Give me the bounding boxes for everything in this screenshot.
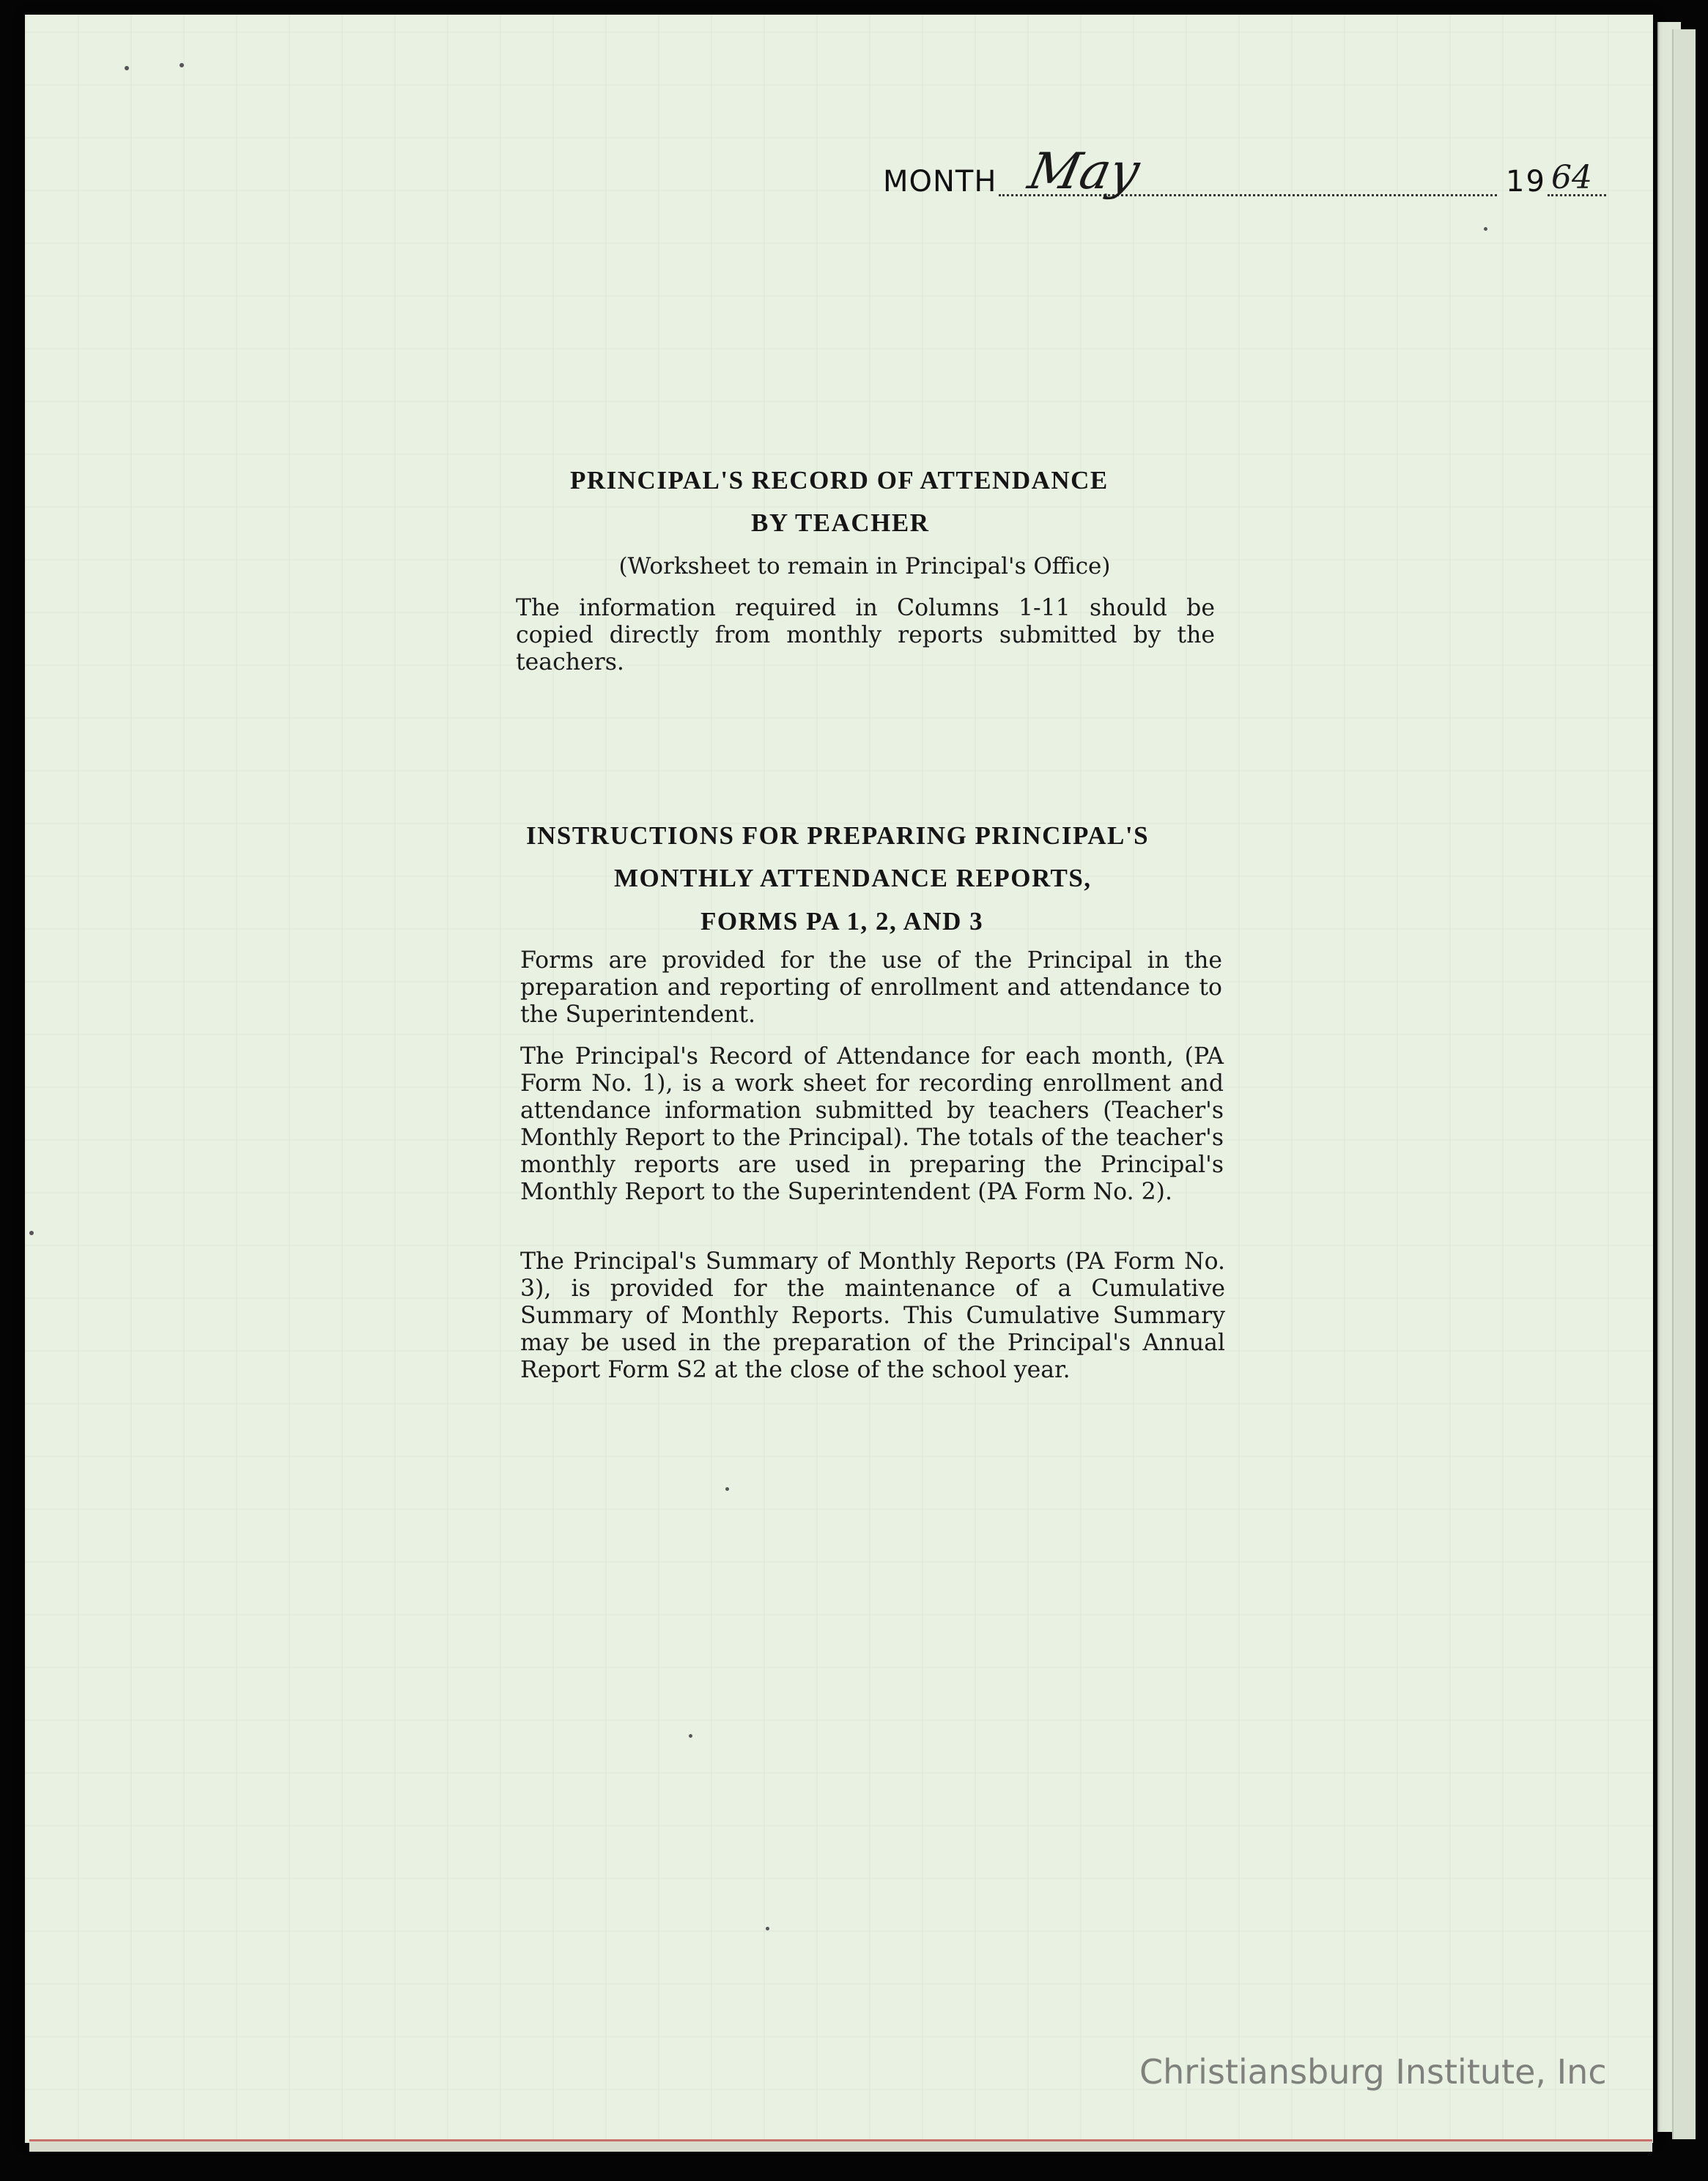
section2-paragraph-2: The Principal's Record of Attendance for each month, (PA Form No. 1), is a work sheet for recording enrollment and attendance information submitted by teachers (Teacher's Monthly Report to the Principal). The totals of the teacher's monthly reports are used in preparing the Principal's Monthly Report to the Superintendent (PA Form No. 2). — [520, 1043, 1224, 1205]
section2-title-line2: MONTHLY ATTENDANCE REPORTS, — [614, 864, 1092, 892]
year-prefix: 19 — [1506, 165, 1546, 199]
section2-title-line1: INSTRUCTIONS FOR PREPARING PRINCIPAL'S — [526, 821, 1150, 850]
section1-title-line2: BY TEACHER — [751, 508, 930, 537]
paper-speck — [766, 1927, 769, 1930]
paper-speck — [125, 66, 129, 70]
paper-speck — [1484, 227, 1487, 231]
section1-paragraph: The information required in Columns 1-11 should be copied directly from monthly reports submitted by the teachers. — [516, 595, 1215, 675]
month-field — [883, 143, 1608, 209]
year-handwritten-value: 64 — [1551, 159, 1592, 196]
section2-title-line3: FORMS PA 1, 2, AND 3 — [700, 907, 984, 936]
section1-subtitle: (Worksheet to remain in Principal's Office) — [618, 553, 1111, 579]
paper-speck — [29, 1231, 34, 1235]
section2-paragraph-1: Forms are provided for the use of the Principal in the preparation and reporting of enrollment and attendance to the Superintendent. — [520, 947, 1222, 1028]
stacked-sheet-edge — [1672, 29, 1696, 2139]
paper-speck — [725, 1487, 729, 1491]
month-handwritten-value: May — [1023, 143, 1145, 201]
month-label: MONTH — [883, 165, 997, 199]
section1-title-line1: PRINCIPAL'S RECORD OF ATTENDANCE — [570, 466, 1109, 495]
paper-speck — [689, 1734, 692, 1738]
section2-paragraph-3: The Principal's Summary of Monthly Reports (PA Form No. 3), is provided for the maintenance of a Cumulative Summary of Monthly Reports. This Cumulative Summary may be used in the preparation of the Principal's Annual Report Form S2 at the close of the school year. — [520, 1248, 1225, 1383]
watermark-text: Christiansburg Institute, Inc — [1139, 2052, 1607, 2092]
paper-speck — [180, 63, 184, 67]
page-bottom-edge — [29, 2139, 1652, 2152]
